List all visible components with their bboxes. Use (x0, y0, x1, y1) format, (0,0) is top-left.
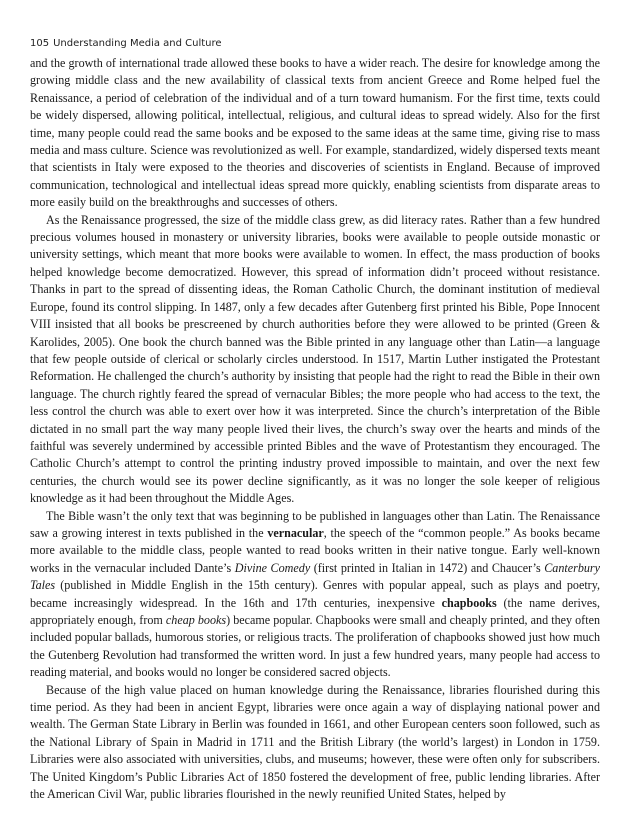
text-segment: (published in Middle English in the 15th century). Genres with popular appeal, such as plays and poetry, became increasingly widespread. In the 16th and 17th centuries, inexpensive (30, 578, 600, 610)
text-segment: The Bible wasn’t the only text that was beginning to be published in languages other than Latin. The Renaissance saw a growing interest in texts published in the (30, 508, 600, 540)
paragraph-continued: and the growth of international trade allowed these books to have a wider reach. The desire for knowledge among the growing middle class and the new availability of classical texts from ancient Greece and Rome helped fuel the Renaissance, a period of celebration of the individual and of a turn toward humanism. For the first time, texts could be widely dispersed, allowing political, intellectual, religious, and cultural ideas to spread widely. Also for the first time, many people could read the same books and be exposed to the same ideas at the same time, giving rise to mass media and mass culture. Science was revolutionized as well. For example, standardized, widely dispersed texts meant that scientists in Italy were exposed to the theories and discoveries of scientists in England. Because of improved communication, technological and intellectual ideas spread more quickly, enabling scientists from disparate areas to more easily build on the breakthroughs and successes of others. (30, 56, 600, 210)
text-segment: (first printed in Italian in 1472) and Chaucer’s (310, 560, 545, 575)
text-segment: ) became popular. Chapbooks were small and cheaply printed, and they often included popular ballads, humorous stories, or religious tracts. The proliferation of chapbooks showed just how much the Gutenberg Revolution had transformed the written word. In just a few hundred years, many people had access to reading material, and books would no longer be considered sacred objects. (30, 613, 600, 680)
paragraph-renaissance-literacy: As the Renaissance progressed, the size of the middle class grew, as did literacy rates. Rather than a few hundred precious volumes housed in monastery or university libraries, books were available to people outside monastic or university settings, which meant that more books were available to women. In effect, the mass production of books helped knowledge become democratized. However, this spread of information didn’t proceed without resistance. Thanks in part to the spread of dissenting ideas, the Roman Catholic Church, the dominant institution of medieval Europe, found its control slipping. In 1487, only a few decades after Gutenberg first printed his Bible, Pope Innocent VIII insisted that all books be prescreened by church authorities before they were allowed to be printed (Green & Karolides, 2005). One book the church banned was the Bible printed in any language other than Latin—a language that few people outside of clerical or scholarly circles understood. In 1517, Martin Luther instigated the Protestant Reformation. He challenged the church’s authority by insisting that people had the right to read the Bible in their own language. The church rightly feared the spread of vernacular Bibles; the more people who had access to the text, the less control the church was able to exert over how it was interpreted. Since the church’s interpretation of the Bible dictated in no small part the way many people lived their lives, the church’s sway over the hearts and minds of the faithful was severely undermined by accessible printed Bibles and the wave of Protestantism they encouraged. The Catholic Church’s attempt to control the printing industry proved impossible to maintain, and over the next few centuries, the church would see its power decline significantly, as it was no longer the sole keeper of religious knowledge as it had been throughout the Middle Ages. (30, 212, 600, 506)
body-text (30, 55, 600, 803)
running-header (30, 38, 600, 50)
paragraph-vernacular (30, 508, 600, 682)
key-term-vernacular: vernacular (267, 525, 324, 540)
page-number: 105 (30, 38, 50, 49)
text-segment: , the speech of the “common people.” As books became more available to the middle class, people wanted to read books written in their native tongue. Early well-known works in the vernacular included Dante’s (30, 525, 601, 575)
title-canterbury-tales: Canterbury Tales (30, 560, 600, 593)
text-segment: (the name derives, appropriately enough, from (30, 595, 600, 627)
key-term-chapbooks: chapbooks (441, 595, 497, 610)
book-page (30, 38, 600, 803)
book-title: Understanding Media and Culture (53, 38, 222, 49)
emphasis-cheap-books: cheap books (165, 613, 227, 627)
paragraph-libraries: Because of the high value placed on human knowledge during the Renaissance, libraries flourished during this time period. As they had been in ancient Egypt, libraries were once again a way of displaying national power and wealth. The German State Library in Berlin was founded in 1661, and other European centers soon followed, such as the National Library of Spain in Madrid in 1711 and the British Library (the world’s largest) in London in 1759. Libraries were also associated with universities, clubs, and museums; however, these were often only for subscribers. The United Kingdom’s Public Libraries Act of 1850 fostered the development of free, public lending libraries. After the American Civil War, public libraries flourished in the newly reunified United States, helped by (30, 682, 600, 802)
title-divine-comedy: Divine Comedy (234, 560, 311, 575)
